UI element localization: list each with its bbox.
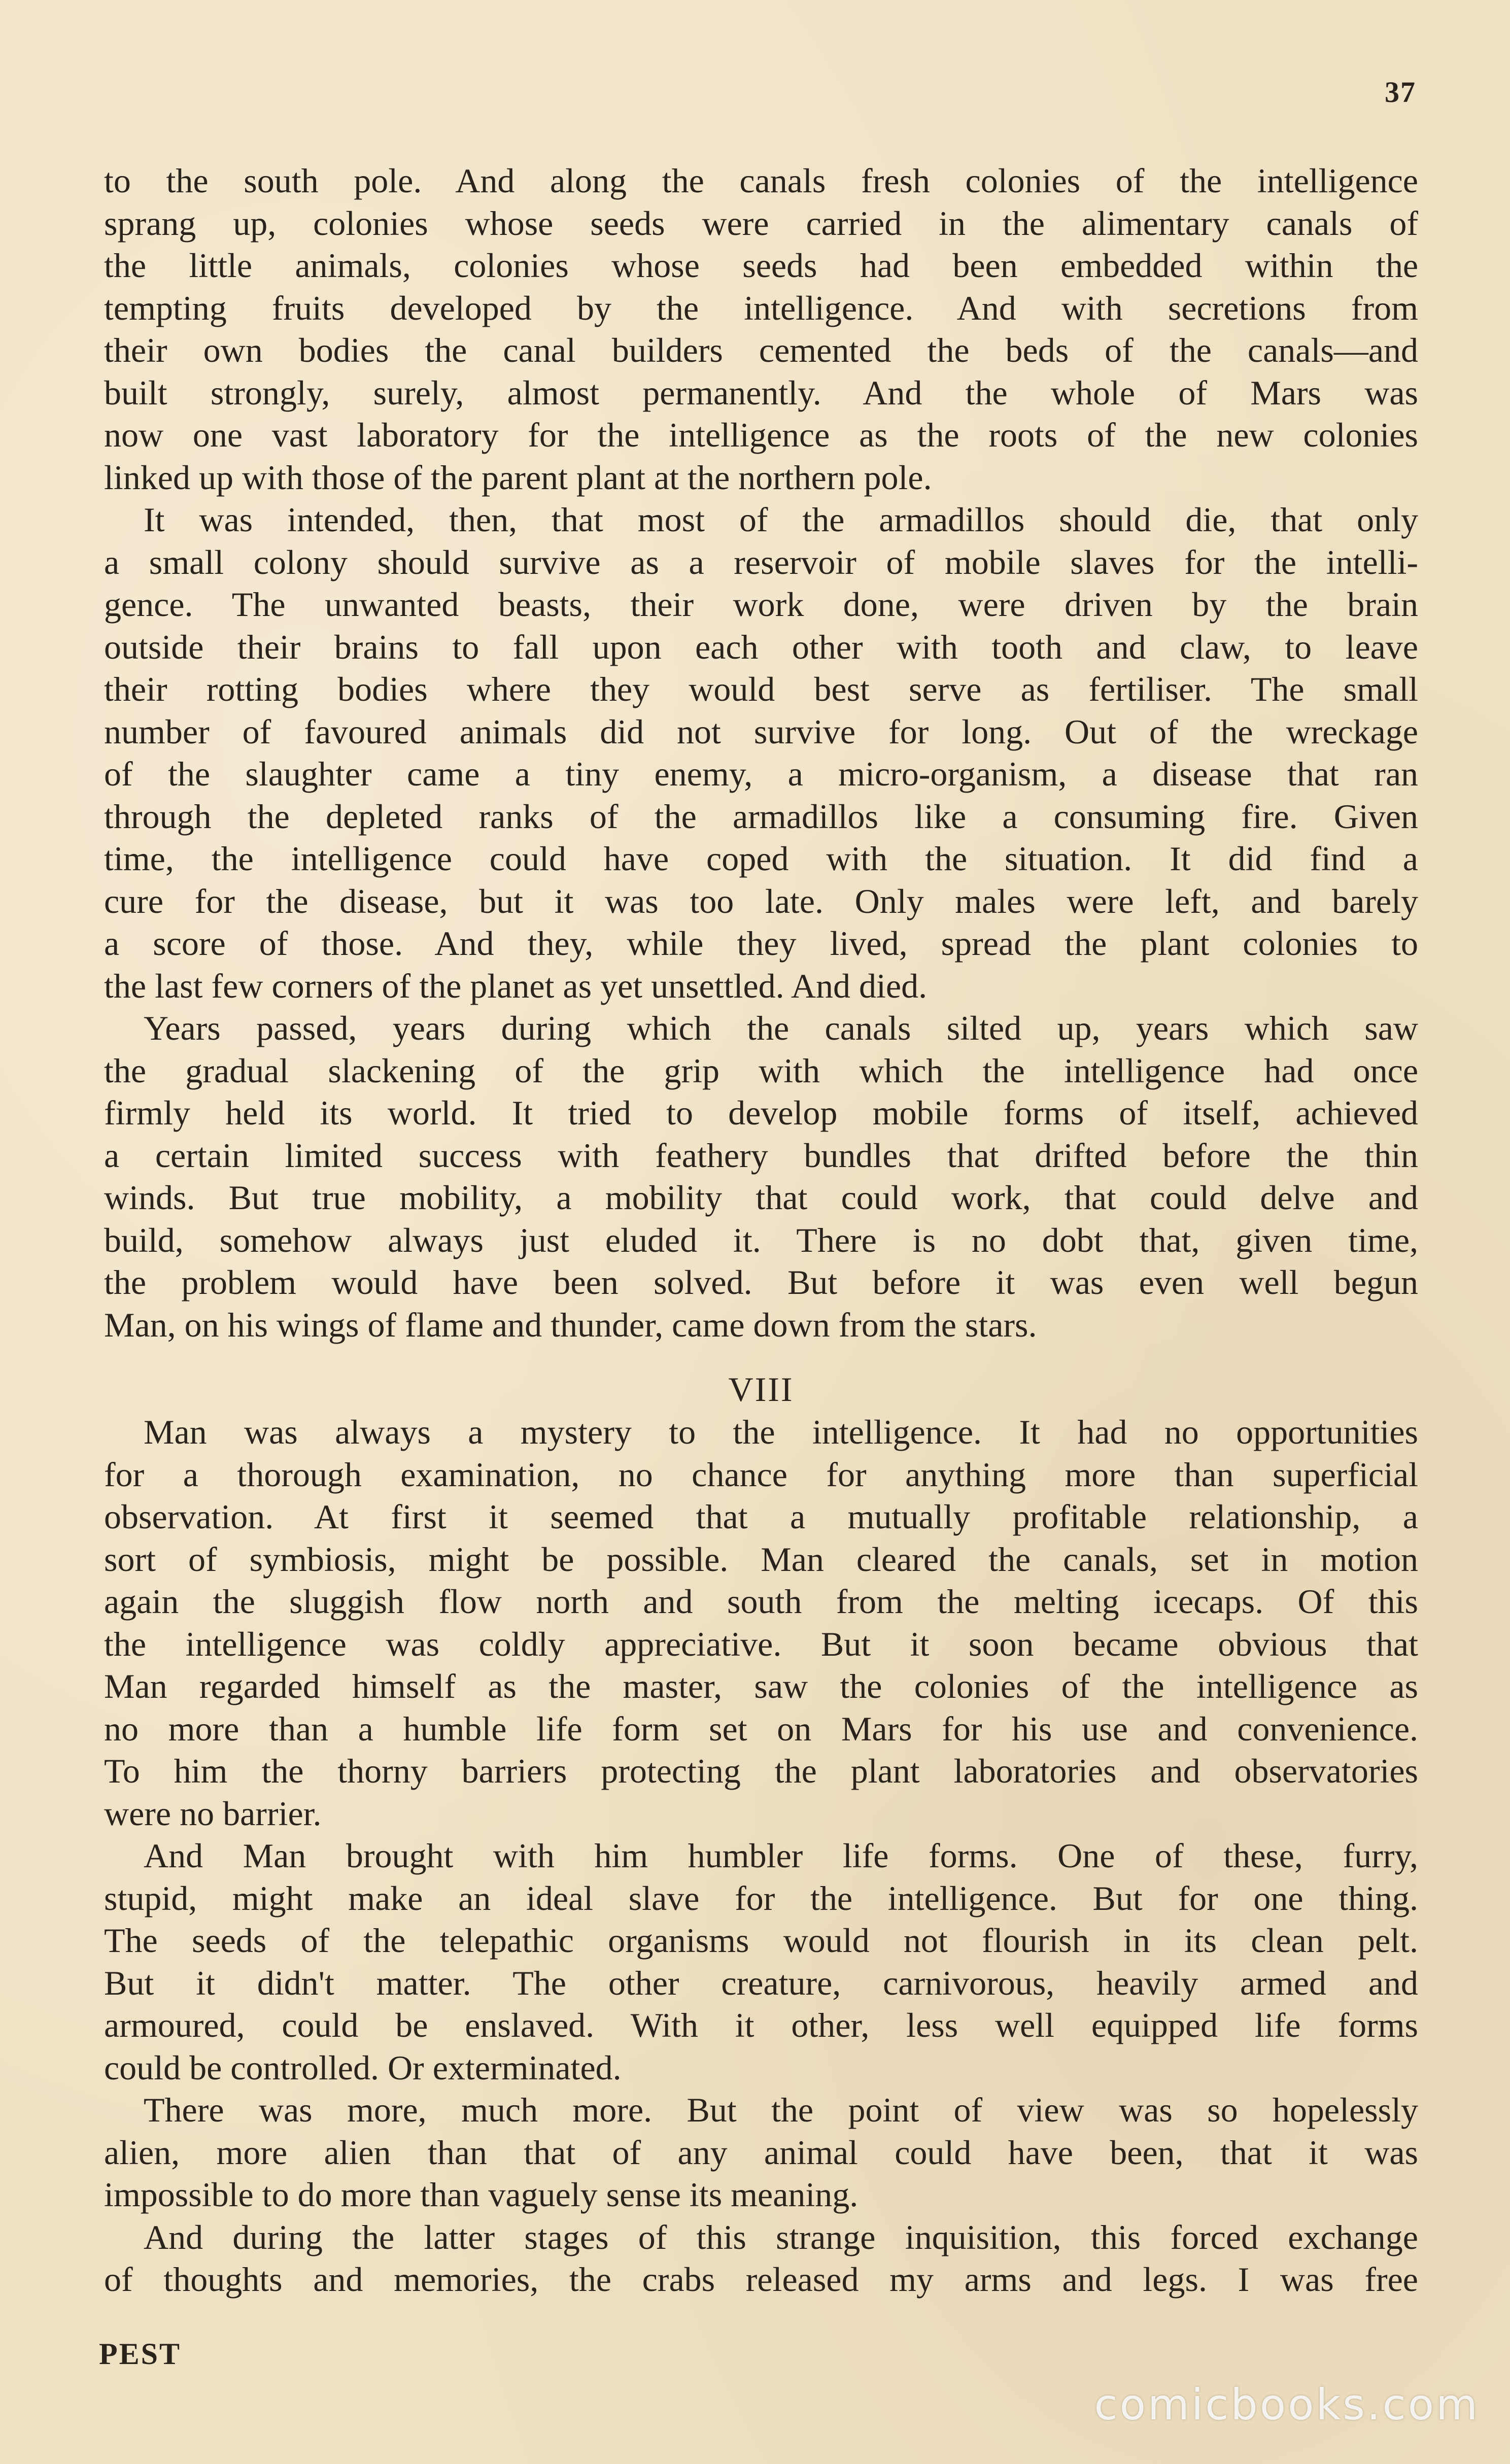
page-number: 37 [1385, 76, 1416, 109]
text-line: number of favoured animals did not survive for long. Out of the wreckage [104, 712, 1418, 751]
text-line: to the south pole. And along the canals fresh colonies of the intelligence [104, 161, 1418, 200]
text-line: built strongly, surely, almost permanently. And the whole of Mars was [104, 373, 1418, 412]
text-line: now one vast laboratory for the intelligence as the roots of the new colonies [104, 416, 1418, 454]
text-line: Man, on his wings of flame and thunder, came down from the stars. [104, 1305, 1037, 1344]
text-line: cure for the disease, but it was too late. Only males were left, and barely [104, 881, 1418, 920]
text-line: sprang up, colonies whose seeds were carried in the alimentary canals of [104, 203, 1418, 243]
text-line: time, the intelligence could have coped with the situation. It did find a [104, 839, 1418, 878]
text-line: build, somehow always just eluded it. There is no dobt that, given time, [104, 1220, 1418, 1259]
text-line: winds. But true mobility, a mobility that could work, that could delve and [104, 1178, 1418, 1217]
text-line: alien, more alien than that of any animal could have been, that it was [104, 2133, 1418, 2172]
text-line: Man regarded himself as the master, saw the colonies of the intelligence as [104, 1667, 1418, 1705]
text-line: the problem would have been solved. But before it was even well begun [104, 1263, 1418, 1302]
text-line: the intelligence was coldly appreciative. But it soon became obvious that [104, 1624, 1418, 1663]
chapter-heading: VIII [728, 1370, 794, 1409]
text-line: again the sluggish flow north and south from the melting icecaps. Of this [104, 1582, 1418, 1621]
text-line: their rotting bodies where they would best serve as fertiliser. The small [104, 670, 1418, 708]
text-line: And during the latter stages of this strange inquisition, this forced exchange [144, 2217, 1418, 2256]
text-line: of thoughts and memories, the crabs released my arms and legs. I was free [104, 2260, 1418, 2299]
story-text [104, 160, 1418, 2301]
text-line: the last few corners of the planet as yet unsettled. And died. [104, 966, 928, 1005]
text-line: sort of symbiosis, might be possible. Man cleared the canals, set in motion [104, 1539, 1418, 1579]
text-line: tempting fruits developed by the intelligence. And with secretions from [104, 288, 1418, 327]
text-line: Years passed, years during which the canals silted up, years which saw [144, 1009, 1418, 1047]
paragraph [104, 2089, 1418, 2216]
text-line: the little animals, colonies whose seeds had been embedded within the [104, 246, 1418, 285]
paragraph [104, 499, 1418, 1007]
text-line: a score of those. And they, while they lived, spread the plant colonies to [104, 924, 1418, 963]
watermark: comicbooks.com [1094, 2380, 1480, 2429]
text-line: no more than a humble life form set on Mars for his use and convenience. [104, 1709, 1418, 1748]
text-line: The seeds of the telepathic organisms would not flourish in its clean pelt. [104, 1921, 1418, 1960]
paragraph [104, 1835, 1418, 2089]
text-line: To him the thorny barriers protecting the plant laboratories and observatories [104, 1752, 1418, 1790]
text-line: But it didn't matter. The other creature, carnivorous, heavily armed and [104, 1963, 1418, 2002]
text-line: impossible to do more than vaguely sense its meaning. [104, 2175, 859, 2214]
text-line: a certain limited success with feathery bundles that drifted before the thin [104, 1136, 1418, 1175]
text-line: could be controlled. Or exterminated. [104, 2048, 622, 2087]
text-line: linked up with those of the parent plant at the northern pole. [104, 458, 932, 497]
footer-title: PEST [99, 2337, 182, 2371]
text-line: a small colony should survive as a reservoir of mobile slaves for the intelli- [104, 542, 1418, 581]
text-line: for a thorough examination, no chance for anything more than superficial [104, 1455, 1418, 1494]
text-line: outside their brains to fall upon each other with tooth and claw, to leave [104, 627, 1418, 666]
text-line: the gradual slackening of the grip with which the intelligence had once [104, 1051, 1418, 1090]
text-line: There was more, much more. But the point of view was so hopelessly [144, 2091, 1418, 2129]
text-line: were no barrier. [104, 1794, 322, 1833]
text-line: through the depleted ranks of the armadillos like a consuming fire. Given [104, 797, 1418, 836]
text-line: of the slaughter came a tiny enemy, a micro-organism, a disease that ran [104, 755, 1418, 793]
text-line: stupid, might make an ideal slave for the intelligence. But for one thing. [104, 1878, 1418, 1918]
text-line: And Man brought with him humbler life forms. One of these, furry, [144, 1836, 1418, 1875]
text-line: firmly held its world. It tried to develop mobile forms of itself, achieved [104, 1093, 1418, 1132]
text-line: armoured, could be enslaved. With it other, less well equipped life forms [104, 2006, 1418, 2044]
text-line: their own bodies the canal builders cemented the beds of the canals—and [104, 331, 1418, 369]
paragraph [104, 2216, 1418, 2301]
text-line: observation. At first it seemed that a mutually profitable relationship, a [104, 1497, 1418, 1536]
text-line: It was intended, then, that most of the armadillos should die, that only [144, 500, 1418, 539]
paragraph [104, 1411, 1418, 1835]
paragraph [104, 160, 1418, 499]
paragraph [104, 1007, 1418, 1346]
text-line: Man was always a mystery to the intelligence. It had no opportunities [144, 1413, 1418, 1451]
text-line: gence. The unwanted beasts, their work done, were driven by the brain [104, 585, 1418, 624]
